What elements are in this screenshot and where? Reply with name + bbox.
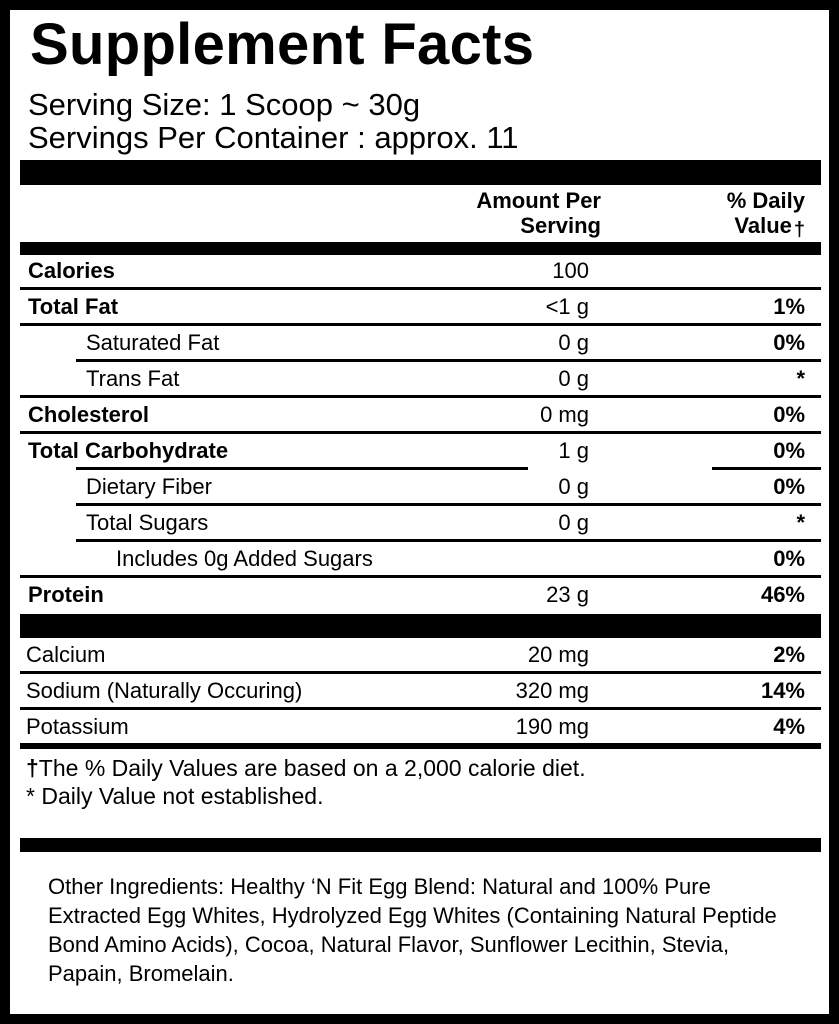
mineral-amount: 190 mg — [515, 714, 589, 739]
dv-footnote-text: The % Daily Values are based on a 2,000 calorie diet. — [38, 755, 586, 781]
top-thick-bar — [20, 160, 821, 185]
serving-info — [28, 88, 519, 154]
dv-header-line2 — [727, 213, 805, 243]
header-thick-bar — [20, 242, 821, 255]
mineral-amount: 320 mg — [515, 678, 589, 703]
serving-size: Serving Size: 1 Scoop ~ 30g — [28, 87, 421, 122]
mineral-daily-value: 4% — [773, 714, 805, 739]
nutrient-label: Dietary Fiber — [86, 474, 212, 499]
row-divider — [712, 467, 821, 470]
row-divider — [20, 395, 821, 398]
row-divider — [20, 323, 821, 326]
row-divider — [76, 539, 821, 542]
nutrient-daily-value: * — [796, 366, 805, 391]
nutrient-amount: 100 — [552, 258, 589, 283]
mineral-amount: 20 mg — [527, 642, 589, 667]
mineral-daily-value: 14% — [760, 678, 805, 703]
row-divider — [20, 707, 821, 710]
supplement-facts-panel — [10, 10, 829, 1014]
mineral-label: Sodium (Naturally Occuring) — [26, 678, 303, 703]
nutrient-daily-value: * — [796, 510, 805, 535]
nutrient-daily-value: 1% — [773, 294, 805, 319]
nutrient-label: Total Carbohydrate — [28, 438, 229, 463]
row-divider — [20, 671, 821, 674]
nutrient-label: Includes 0g Added Sugars — [116, 546, 373, 571]
nutrient-amount: 1 g — [558, 438, 589, 463]
footnote-dagger: † — [26, 755, 39, 781]
row-divider — [20, 575, 821, 578]
nutrient-label: Protein — [28, 582, 104, 607]
nutrient-label: Cholesterol — [28, 402, 150, 427]
amount-header-line1: Amount Per — [476, 188, 601, 213]
nutrient-daily-value: 0% — [773, 330, 805, 355]
nutrient-amount: 0 g — [558, 366, 589, 391]
nutrient-label: Total Fat — [28, 294, 119, 319]
daily-value-header — [727, 188, 805, 243]
nutrient-daily-value: 0% — [773, 438, 805, 463]
row-divider — [20, 431, 821, 434]
mineral-thick-bar — [20, 614, 821, 638]
nutrient-amount: 23 g — [546, 582, 589, 607]
nutrient-label: Total Sugars — [86, 510, 209, 535]
amount-per-serving-header — [476, 188, 601, 238]
nutrient-amount: 0 g — [558, 330, 589, 355]
row-divider — [76, 359, 821, 362]
mineral-bottom-rule — [20, 743, 821, 749]
row-divider — [76, 467, 528, 470]
nutrient-amount: <1 g — [545, 294, 589, 319]
dv-header-line1: % Daily — [726, 188, 805, 213]
dv-header-value: Value — [734, 213, 792, 238]
mineral-daily-value: 2% — [773, 642, 805, 667]
nutrient-daily-value: 0% — [773, 402, 805, 427]
nutrient-daily-value: 0% — [773, 546, 805, 571]
nutrient-amount: 0 mg — [540, 402, 589, 427]
nutrient-label: Calories — [28, 258, 115, 283]
nutrient-amount: 0 g — [558, 474, 589, 499]
bottom-thick-bar — [20, 838, 821, 852]
mineral-label: Calcium — [26, 642, 106, 667]
nutrient-daily-value: 46% — [760, 582, 805, 607]
nutrient-label: Trans Fat — [86, 366, 180, 391]
dagger-mark: † — [793, 219, 805, 241]
row-divider — [76, 503, 821, 506]
servings-per-container: Servings Per Container : approx. 11 — [28, 120, 519, 155]
mineral-label: Potassium — [26, 714, 129, 739]
nutrient-amount: 0 g — [558, 510, 589, 535]
not-established-footnote: * Daily Value not established. — [26, 783, 324, 809]
row-divider — [20, 287, 821, 290]
nutrient-label: Saturated Fat — [86, 330, 220, 355]
other-ingredients: Other Ingredients: Healthy ‘N Fit Egg Blend: Natural and 100% Pure Extracted Egg Whites, Hydrolyzed Egg Whites (Containing Natural Peptide Bond Amino Acids), Cocoa, Natural Flavor, Sunflower Lecithin, Stevia, Papain, Bromelain. — [48, 874, 777, 986]
nutrient-daily-value: 0% — [773, 474, 805, 499]
dv-footnote — [26, 754, 586, 782]
label-title: Supplement Facts — [30, 12, 535, 77]
footnotes — [26, 754, 586, 810]
amount-header-line2: Serving — [520, 213, 601, 238]
